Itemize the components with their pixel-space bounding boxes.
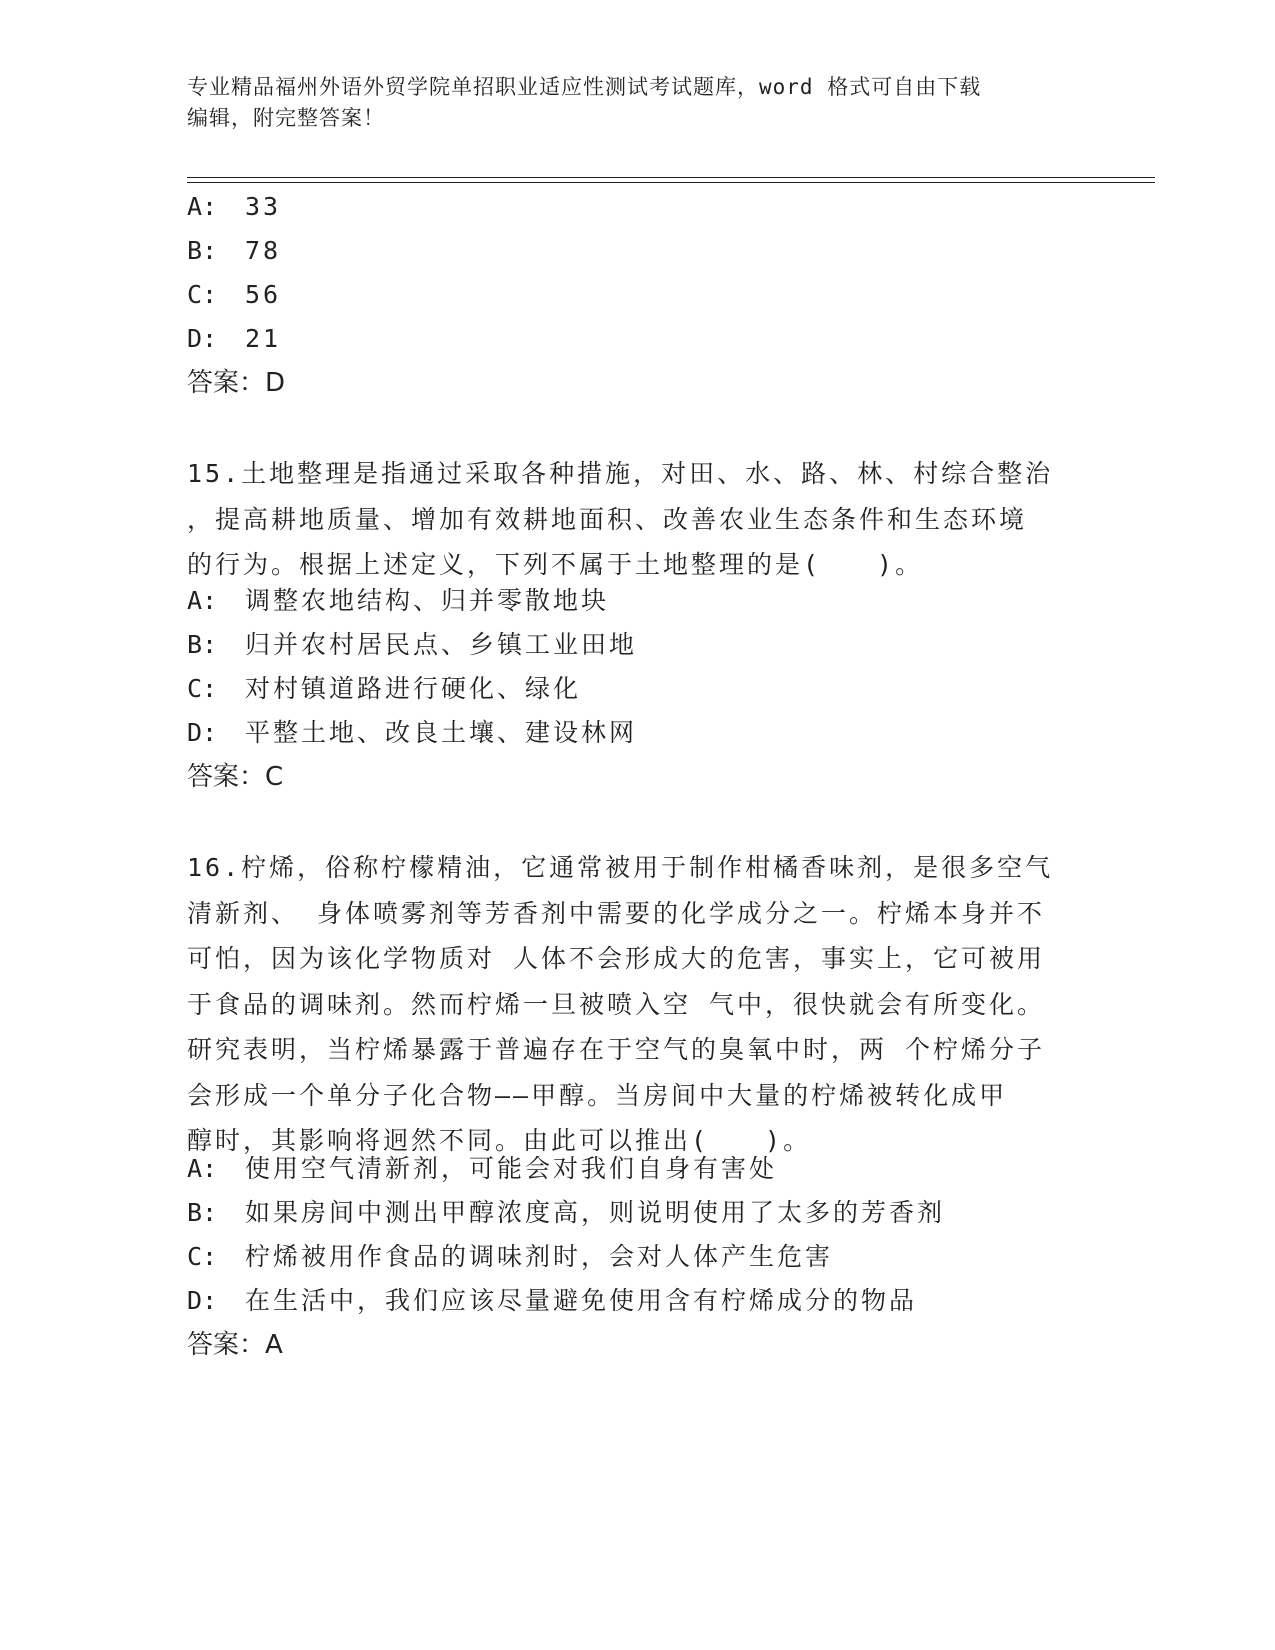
option-letter: B:	[187, 1198, 218, 1227]
option-letter: C:	[187, 674, 218, 703]
option-letter: C:	[187, 1242, 218, 1271]
q16-stem-line-6: 会形成一个单分子化合物——甲醇。当房间中大量的柠烯被转化成甲	[187, 1080, 1008, 1110]
option-text: 对村镇道路进行硬化、绿化	[245, 674, 582, 703]
q15-answer: 答案：C	[187, 762, 284, 792]
option-letter: B:	[187, 630, 218, 659]
option-text: 56	[245, 280, 282, 309]
header-line-2: 编辑，附完整答案！	[187, 106, 385, 130]
q16-answer: 答案：A	[187, 1330, 283, 1360]
q16-stem	[187, 845, 1087, 1164]
option-text: 21	[245, 324, 282, 353]
header-divider-bottom	[187, 182, 1155, 183]
option-letter: A:	[187, 192, 218, 221]
q15-option-b	[187, 628, 637, 662]
option-letter: A:	[187, 586, 218, 615]
option-letter: B:	[187, 236, 218, 265]
option-text: 如果房间中测出甲醇浓度高，则说明使用了太多的芳香剂	[245, 1198, 946, 1227]
option-letter: D:	[187, 1286, 218, 1315]
q16-option-a	[187, 1152, 777, 1186]
option-text: 33	[245, 192, 282, 221]
header-divider-top	[187, 177, 1155, 178]
option-text: 调整农地结构、归并零散地块	[245, 586, 610, 615]
option-text: 78	[245, 236, 282, 265]
q16-option-c	[187, 1240, 833, 1274]
q14-option-c	[187, 278, 281, 312]
q16-stem-line-5: 研究表明，当柠烯暴露于普遍存在于空气的臭氧中时，两 个柠烯分子	[187, 1035, 1046, 1064]
q16-stem-line-3: 可怕，因为该化学物质对 人体不会形成大的危害，事实上，它可被用	[187, 944, 1046, 973]
q14-option-d	[187, 322, 281, 356]
option-text: 柠烯被用作食品的调味剂时，会对人体产生危害	[245, 1242, 834, 1271]
q14-option-a	[187, 190, 281, 224]
option-letter: A:	[187, 1154, 218, 1183]
document-header	[187, 72, 1087, 134]
q15-stem-line-3: 的行为。根据上述定义，下列不属于土地整理的是( )。	[187, 550, 924, 579]
q16-stem-line-7: 醇时，其影响将迥然不同。由此可以推出( )。	[187, 1126, 812, 1155]
q16-stem-line-1: 16.柠烯，俗称柠檬精油，它通常被用于制作柑橘香味剂，是很多空气	[187, 853, 1054, 882]
option-text: 在生活中，我们应该尽量避免使用含有柠烯成分的物品	[245, 1286, 918, 1315]
q16-option-b	[187, 1196, 945, 1230]
header-line-1: 专业精品福州外语外贸学院单招职业适应性测试考试题库，word 格式可自由下载	[187, 75, 982, 99]
q15-option-a	[187, 584, 609, 618]
option-text: 归并农村居民点、乡镇工业田地	[245, 630, 638, 659]
q15-stem	[187, 451, 1087, 588]
q16-stem-line-4: 于食品的调味剂。然而柠烯一旦被喷入空 气中，很快就会有所变化。	[187, 989, 1046, 1019]
q15-stem-line-2: ，提高耕地质量、增加有效耕地面积、改善农业生态条件和生态环境	[187, 504, 1028, 534]
option-letter: D:	[187, 718, 218, 747]
q15-stem-line-1: 15.土地整理是指通过采取各种措施，对田、水、路、林、村综合整治	[187, 459, 1054, 488]
option-letter: C:	[187, 280, 218, 309]
option-text: 使用空气清新剂，可能会对我们自身有害处	[245, 1154, 778, 1183]
q15-option-c	[187, 672, 581, 706]
q16-stem-line-2: 清新剂、 身体喷雾剂等芳香剂中需要的化学成分之一。柠烯本身并不	[187, 898, 1046, 928]
option-letter: D:	[187, 324, 218, 353]
q14-option-b	[187, 234, 281, 268]
q15-option-d	[187, 716, 637, 750]
option-text: 平整土地、改良土壤、建设林网	[245, 718, 638, 747]
q16-option-d	[187, 1284, 917, 1318]
q14-answer: 答案：D	[187, 368, 286, 398]
